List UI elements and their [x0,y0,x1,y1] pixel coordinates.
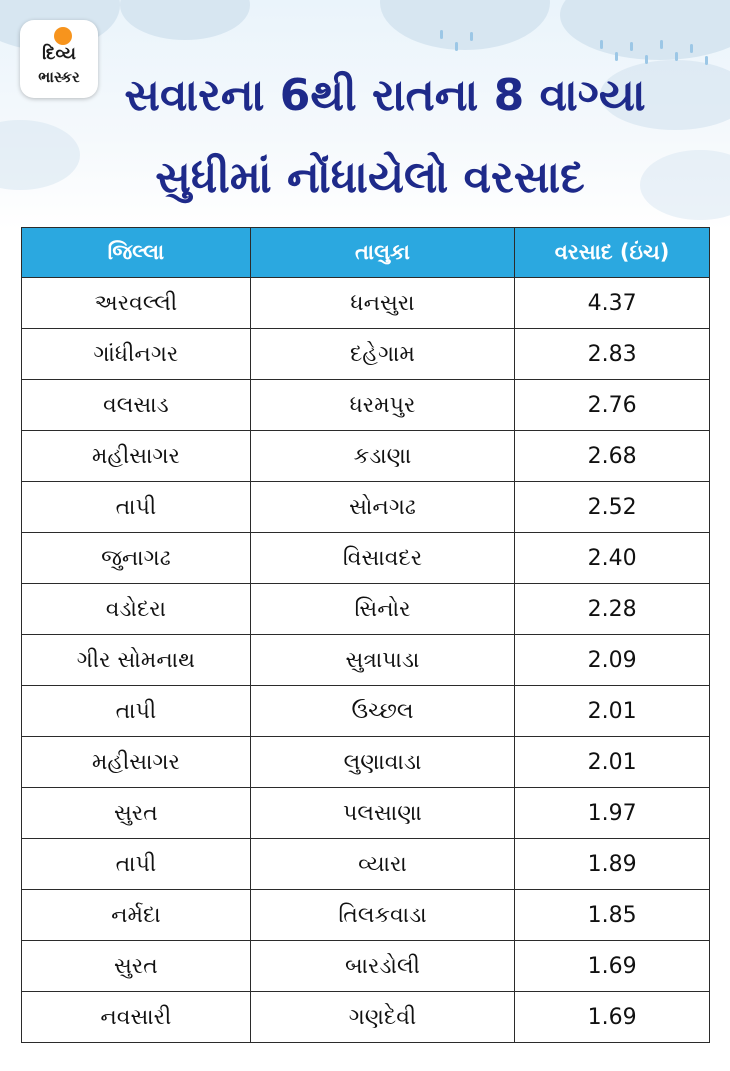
rainfall-cell: 2.40 [515,533,710,584]
taluka-cell: કડાણા [250,431,514,482]
rainfall-cell: 2.68 [515,431,710,482]
raindrop-shape [645,55,648,64]
table-row [22,431,710,482]
taluka-cell: ધનસુરા [250,278,514,329]
rainfall-cell: 4.37 [515,278,710,329]
table-row [22,278,710,329]
district-cell: નર્મદા [22,890,251,941]
district-cell: ગાંધીનગર [22,329,251,380]
raindrop-shape [630,42,633,51]
district-cell: વલસાડ [22,380,251,431]
table-row [22,482,710,533]
page-title-line1: સવારના 6થી રાતના 8 વાગ્યા [124,70,646,121]
table-row [22,533,710,584]
table-row [22,737,710,788]
raindrop-shape [690,44,693,53]
raindrop-shape [455,42,458,51]
rainfall-table [21,227,710,1043]
district-cell: વડોદરા [22,584,251,635]
district-cell: મહીસાગર [22,431,251,482]
column-header-district: જિલ્લા [22,228,251,278]
column-header-rainfall: વરસાદ (ઇંચ) [515,228,710,278]
district-cell: સુરત [22,788,251,839]
raindrop-shape [440,30,443,39]
taluka-cell: વ્યારા [250,839,514,890]
district-cell: મહીસાગર [22,737,251,788]
raindrop-shape [660,40,663,49]
table-row [22,686,710,737]
taluka-cell: સોનગઢ [250,482,514,533]
rainfall-cell: 1.89 [515,839,710,890]
table-row [22,839,710,890]
rainfall-cell: 1.85 [515,890,710,941]
rainfall-cell: 2.83 [515,329,710,380]
district-cell: તાપી [22,482,251,533]
rainfall-cell: 2.28 [515,584,710,635]
raindrop-shape [600,40,603,49]
taluka-cell: ધરમપુર [250,380,514,431]
district-cell: તાપી [22,839,251,890]
rainfall-cell: 1.69 [515,941,710,992]
rainfall-cell: 2.09 [515,635,710,686]
taluka-cell: ગણદેવી [250,992,514,1043]
table-row [22,584,710,635]
raindrop-shape [615,52,618,61]
district-cell: નવસારી [22,992,251,1043]
taluka-cell: તિલકવાડા [250,890,514,941]
logo-text-line1: દિવ્ય [42,44,76,64]
taluka-cell: ઉચ્છલ [250,686,514,737]
raindrop-shape [675,52,678,61]
district-cell: તાપી [22,686,251,737]
district-cell: સુરત [22,941,251,992]
district-cell: જુનાગઢ [22,533,251,584]
rainfall-cell: 1.69 [515,992,710,1043]
taluka-cell: સિનોર [250,584,514,635]
table-row [22,992,710,1043]
taluka-cell: સુત્રાપાડા [250,635,514,686]
taluka-cell: લુણાવાડા [250,737,514,788]
table-row [22,380,710,431]
rainfall-cell: 1.97 [515,788,710,839]
table-row [22,788,710,839]
table-header-row [22,228,710,278]
logo-text-line2: ભાસ્કર [38,68,80,86]
table-row [22,890,710,941]
district-cell: ગીર સોમનાથ [22,635,251,686]
column-header-taluka: તાલુકા [250,228,514,278]
cloud-shape [120,0,250,40]
rainfall-cell: 2.52 [515,482,710,533]
sun-icon [54,27,72,45]
rainfall-cell: 2.76 [515,380,710,431]
district-cell: અરવલ્લી [22,278,251,329]
table-row [22,329,710,380]
table-row [22,941,710,992]
cloud-shape [380,0,550,50]
taluka-cell: પલસાણા [250,788,514,839]
raindrop-shape [705,56,708,65]
rainfall-cell: 2.01 [515,686,710,737]
taluka-cell: વિસાવદર [250,533,514,584]
raindrop-shape [470,32,473,41]
rainfall-cell: 2.01 [515,737,710,788]
cloud-shape [560,0,730,60]
table-row [22,635,710,686]
taluka-cell: બારડોલી [250,941,514,992]
taluka-cell: દહેગામ [250,329,514,380]
page-title-line2: સુધીમાં નોંધાયેલો વરસાદ [155,152,585,203]
